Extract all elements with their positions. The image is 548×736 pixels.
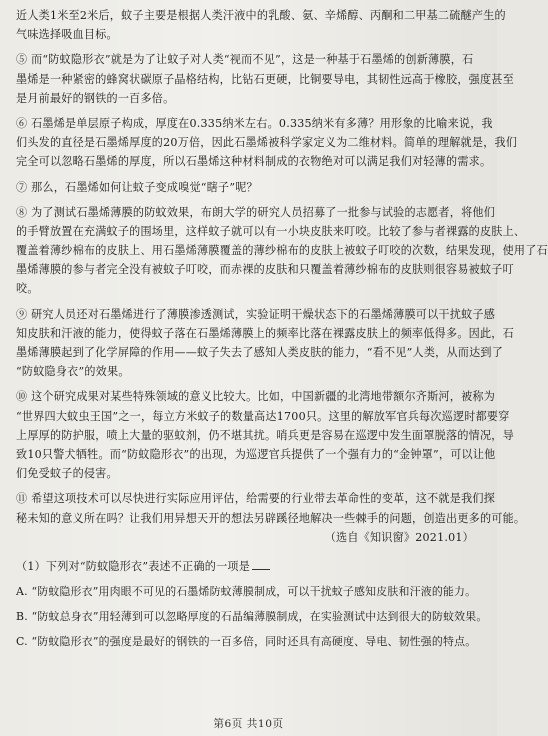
paragraph-line: 上厚厚的防护服，喷上大量的驱蚊剂，仍不堪其扰。哨兵更是容易在巡逻中发生面罩脱落的情况，导 [16,428,514,442]
paragraph-line: 气味选择吸血目标。 [16,28,118,42]
paragraph-line: “世界四大蚊虫王国”之一，每立方米蚊子的数量高达1700只。这里的解放军官兵每次巡逻时都要穿 [16,409,510,423]
option-a: A. “防蚊隐形衣”用肉眼不可见的石墨烯防蚊薄膜制成，可以干扰蚊子感知皮肤和汗液的能力。 [16,585,477,599]
option-c: C. “防蚊隐形衣”的强度是最好的钢铁的一百多倍，同时还具有高硬度、导电、韧性强的特点。 [16,635,477,649]
paragraph-line: ⑪ 希望这项技术可以尽快进行实际应用评估，给需要的行业带去革命性的变革，这不就是我们探 [16,492,496,506]
paragraph-line: “防蚊隐身衣”的效果。 [16,365,130,379]
question-stem-text: （1）下列对“防蚊隐形衣”表述不正确的一项是 [16,559,251,573]
answer-blank [252,557,270,570]
paragraph-line: ⑦ 那么，石墨烯如何让蚊子变成嗅觉“瞎子”呢？ [16,180,258,194]
page-footer: 第6页 共10页 [213,718,284,730]
paragraph-line: 近人类1米至2米后，蚊子主要是根据人类汗液中的乳酸、氨、辛烯醇、丙酮和二甲基二硫醚产生的 [16,9,506,22]
paragraph-line: 墨烯薄膜的参与者完全没有被蚊子叮咬，而赤裸的皮肤和只覆盖着薄纱棉布的皮肤则很容易被蚊子叮 [16,263,514,277]
paragraph-line: ⑥ 石墨烯是单层原子构成，厚度在0.335纳米左右。0.335纳米有多薄？用形象的比喻来说，我 [16,116,493,130]
paragraph-line: 咬。 [16,282,39,296]
paragraph-line: 们免受蚊子的侵害。 [16,467,118,481]
paragraph-line: 墨烯薄膜起到了化学屏障的作用——蚊子失去了感知人类皮肤的能力，“看不见”人类，从而达到了 [16,346,504,359]
paragraph-line: 们头发的直径是石墨烯厚度的20万倍，因此石墨烯被科学家定义为二维材料。简单的理解就是，我们 [16,136,518,150]
question-stem [16,557,480,576]
paragraph-line: 的手臂放置在充满蚊子的围场里，这样蚊子就可以有一小块皮肤来叮咬。比较了参与者裸露的皮肤上、 [16,224,526,238]
paragraph-line: ⑩ 这个研究成果对某些特殊领域的意义比较大。比如，中国新疆的北湾地带额尔齐斯河，被称为 [16,390,496,404]
paragraph-line: 墨烯是一种紧密的蜂窝状碳原子晶格结构，比钻石更硬，比铜要导电，其韧性远高于橡胶，强度甚至 [16,72,514,86]
paragraph-line: ⑧ 为了测试石墨烯薄膜的防蚊效果，布朗大学的研究人员招募了一批参与试验的志愿者，将他们 [16,205,496,219]
paragraph-line: 完全可以忽略石墨烯的厚度，所以石墨烯这种材料制成的衣物绝对可以满足我们对轻薄的需求。 [16,155,492,169]
paragraph-line: 知皮肤和汗液的能力，使得蚊子落在石墨烯薄膜上的频率比落在裸露皮肤上的频率低得多。因此，石 [16,326,514,340]
paragraph-line: ⑤ 而“防蚊隐形衣”就是为了让蚊子对人类“视而不见”，这是一种基于石墨烯的创新薄膜，石 [16,53,474,67]
paragraph-line: 秘未知的意义所在吗？让我们用异想天开的想法另辟蹊径地解决一些棘手的问题，创造出更多的可能。 [16,511,526,525]
paragraph-line: 覆盖着薄纱棉布的皮肤上、用石墨烯薄膜覆盖的薄纱棉布的皮肤上被蚊子叮咬的次数，结果发现，使用了石 [16,244,548,258]
paragraph-line: ⑨ 研究人员还对石墨烯进行了薄膜渗透测试，实验证明干燥状态下的石墨烯薄膜可以干扰蚊子感 [16,307,496,321]
option-b: B. “防蚊总身衣”用轻薄到可以忽略厚度的石晶编薄膜制成，在实验测试中达到很大的防蚊效果。 [16,610,488,624]
source-citation: （选自《知识窗》2021.01） [324,530,474,544]
paragraph-line: 致10只警犬牺牲。而“防蚊隐形衣”的出现，为巡逻官兵提供了一个强有力的“金钟罩”，可以让他 [16,447,496,461]
paragraph-line: 是月前最好的钢铁的一百多倍。 [16,91,175,105]
article-body [16,6,548,652]
